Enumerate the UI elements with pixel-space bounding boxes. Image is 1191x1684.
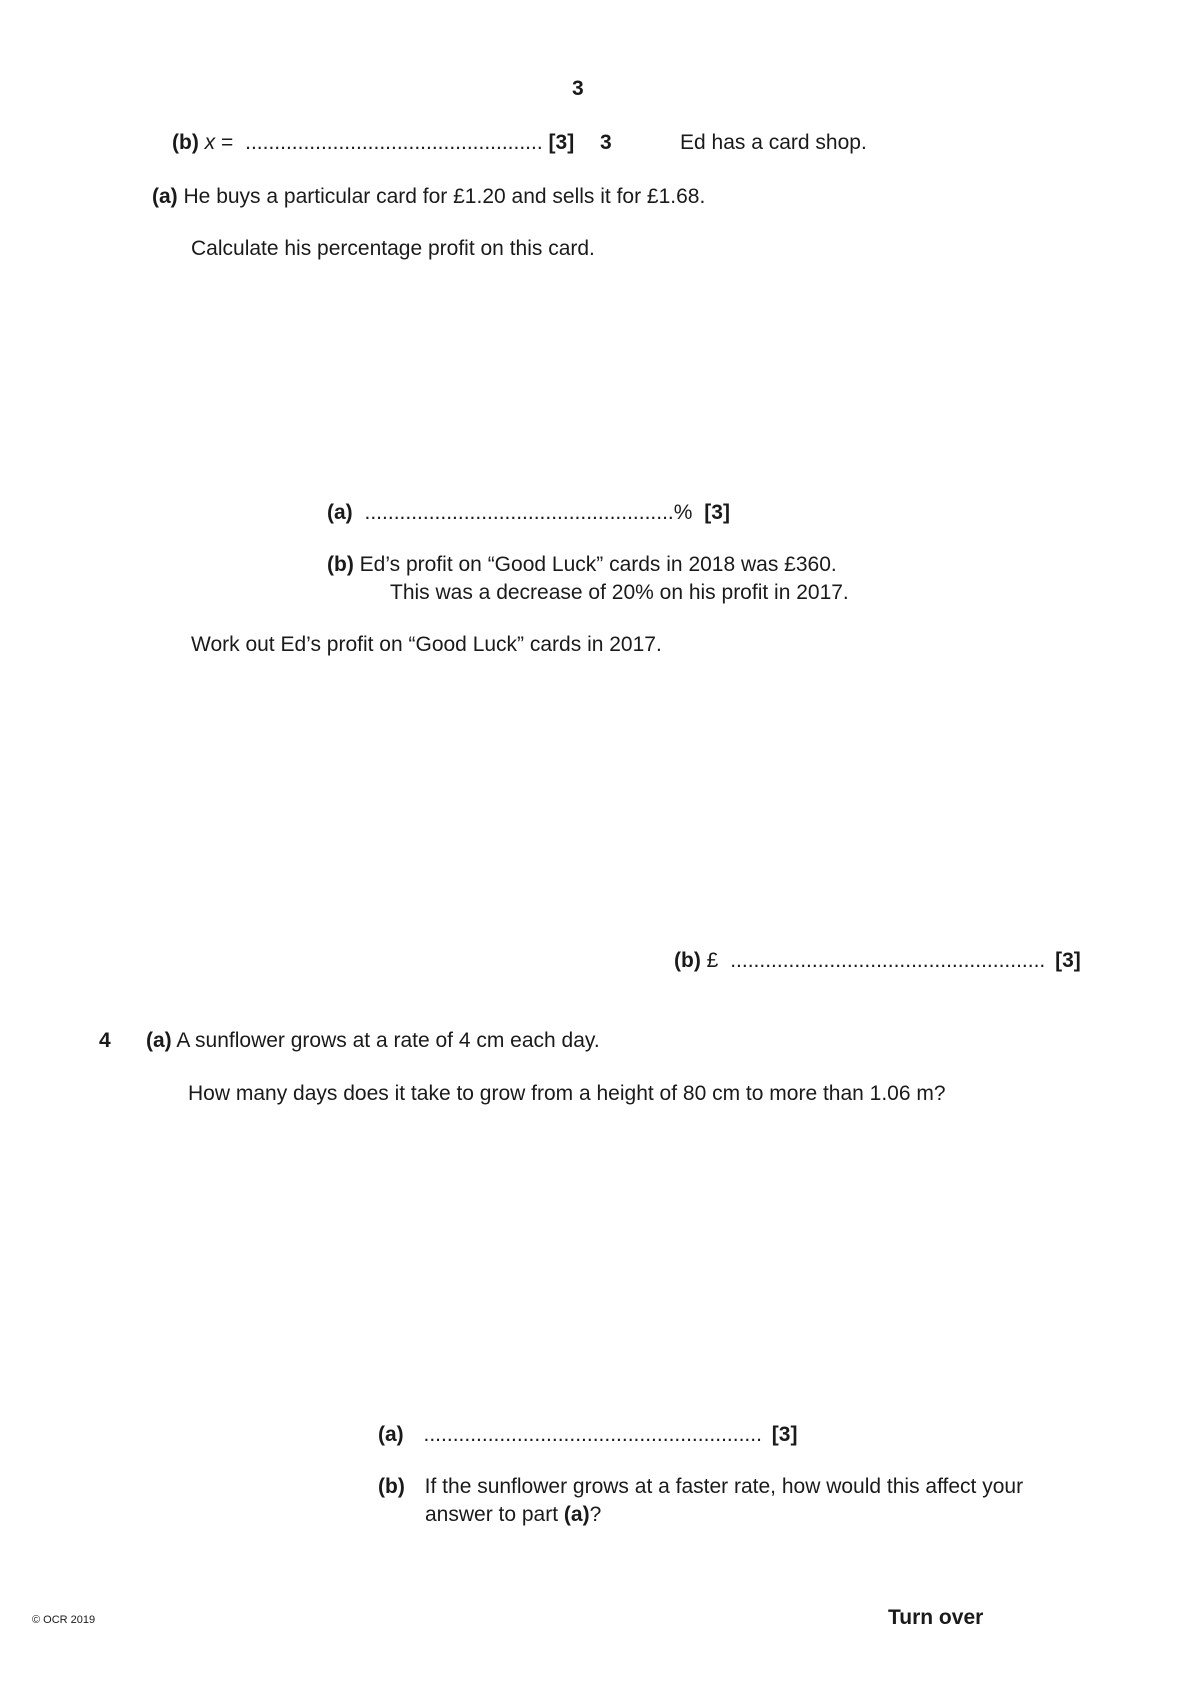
answer-variable: x	[204, 131, 216, 154]
part-label: (b)	[378, 1475, 405, 1498]
answer-dots: ......................................................	[730, 949, 1046, 972]
footer-copyright: © OCR 2019	[32, 1614, 96, 1626]
part-instruction: Work out Ed’s profit on “Good Luck” cards in 2017.	[191, 633, 662, 656]
part-text-line1: If the sunflower grows at a faster rate, how would this affect your	[424, 1475, 1024, 1498]
question-part-b	[327, 552, 837, 577]
answer-line-a	[327, 500, 730, 525]
answer-dots: .....................................................	[364, 501, 674, 524]
part-instruction: How many days does it take to grow from a height of 80 cm to more than 1.06 m?	[188, 1082, 946, 1105]
answer-label: (b)	[674, 949, 701, 972]
part-text-post: ?	[589, 1503, 602, 1526]
part-reference: (a)	[563, 1503, 590, 1526]
part-label: (a)	[152, 185, 178, 208]
question-number: 3	[600, 131, 612, 154]
question-intro: Ed has a card shop.	[680, 131, 867, 154]
question-part-a	[152, 184, 705, 209]
answer-equals: =	[221, 131, 234, 154]
part-text-pre: answer to part	[425, 1503, 564, 1526]
previous-answer-line	[172, 130, 574, 155]
question-part-b	[378, 1474, 1023, 1499]
part-text: He buys a particular card for £1.20 and sells it for £1.68.	[183, 185, 706, 208]
footer-turn-over: Turn over	[888, 1606, 984, 1629]
part-label: (a)	[146, 1029, 172, 1052]
part-instruction: Calculate his percentage profit on this card.	[191, 237, 595, 260]
previous-answer-label: (b)	[172, 131, 199, 154]
question-number: 4	[99, 1029, 111, 1052]
answer-label: (a)	[327, 501, 353, 524]
part-label: (b)	[327, 553, 354, 576]
part-text-line1: Ed’s profit on “Good Luck” cards in 2018 was £360.	[359, 553, 837, 576]
answer-unit: %	[673, 501, 693, 524]
answer-label: (a)	[378, 1423, 404, 1446]
answer-marks: [3]	[548, 131, 575, 154]
part-text-line2	[425, 1502, 601, 1527]
answer-dots: ...................................................	[245, 131, 543, 154]
answer-line-b	[674, 948, 1081, 973]
part-text: A sunflower grows at a rate of 4 cm each day.	[176, 1029, 600, 1052]
answer-line-a	[378, 1422, 797, 1447]
question-part-a	[146, 1028, 600, 1053]
answer-dots: ..........................................................	[423, 1423, 762, 1446]
answer-marks: [3]	[1055, 949, 1081, 972]
answer-marks: [3]	[704, 501, 730, 524]
answer-marks: [3]	[771, 1423, 798, 1446]
part-text-line2: This was a decrease of 20% on his profit in 2017.	[390, 581, 849, 604]
answer-currency: £	[706, 949, 719, 972]
page-number: 3	[572, 77, 584, 100]
